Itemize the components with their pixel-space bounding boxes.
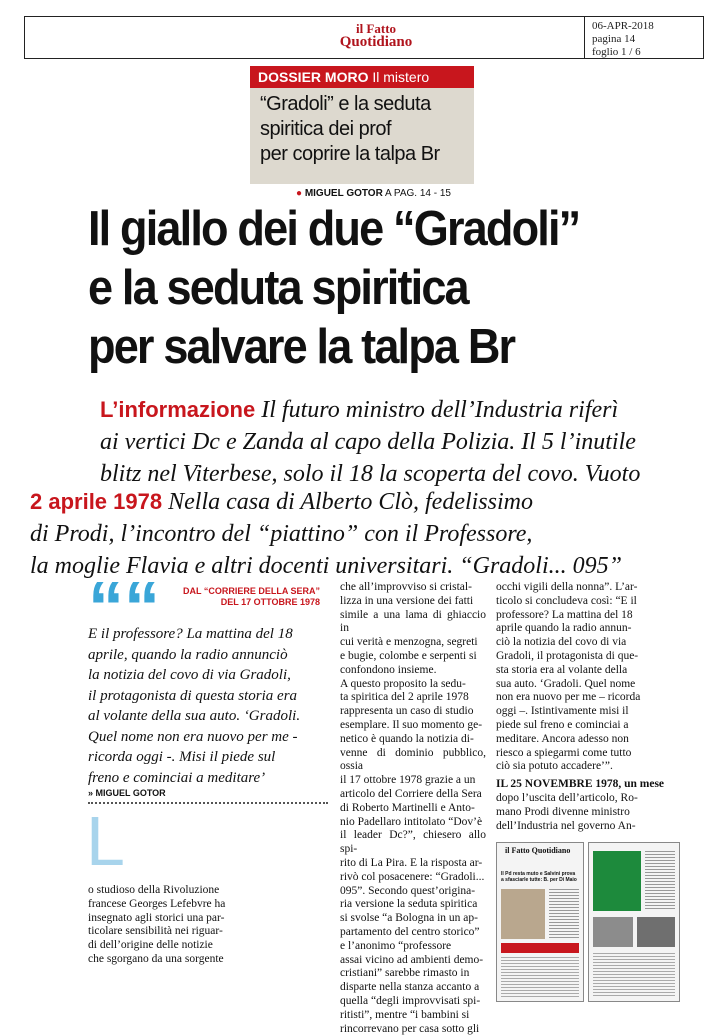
article-line: francese Georges Lefebvre ha [88,898,328,912]
deck-kicker: L’informazione [100,397,255,422]
front-page-thumbnail [496,842,584,1002]
deck-line: Nella casa di Alberto Clò, fedelissimo [162,489,533,515]
article-line: rito di La Pira. E la risposta ar- [340,857,486,871]
article-line: disparte nella stanza accanto a [340,981,486,995]
headline-line: e la seduta spiritica [88,259,640,318]
article-line: A questo proposito la sedu- [340,678,486,692]
article-line: quella “degli improvvisati spi- [340,995,486,1009]
quote-source [180,586,320,608]
article-line: articolo del Corriere della Sera [340,788,486,802]
main-headline [88,200,640,377]
article-line: Gradoli, il protagonista di que- [496,650,686,664]
thumb-red-bar [501,943,579,953]
article-line: dell’Industria nel governo An- [496,820,686,834]
article-line: ticolare sensibilità nei riguar- [88,925,328,939]
deck-line: di Prodi, l’incontro del “piattino” con il Professore, [30,518,710,550]
article-line: ria versione la seduta spiritica [340,898,486,912]
dossier-label-bold: DOSSIER MORO [258,69,368,85]
article-line: si svolse “a Bologna in un ap- [340,912,486,926]
article-line: rivò col posacenere: “Gradoli... [340,871,486,885]
logo-line-2: Quotidiano [336,35,416,50]
thumb-columns [501,957,579,997]
article-line: che sgorgano da una sorgente [88,953,328,967]
article-column-2 [340,581,486,1036]
quote-line: ricorda oggi -. Misi il piede sul [88,747,328,768]
header-left-border [24,16,25,59]
article-line: piede sul freno e cominciai a [496,719,686,733]
article-line: ritisti”, mentre “i bambini si [340,1009,486,1023]
article-line: sua auto. ‘Gradoli. Quel nome [496,678,686,692]
deck-informazione [100,394,700,490]
article-line: e l’anonimo “professore [340,940,486,954]
article-line: aprile quando la radio annun- [496,622,686,636]
thumb-text-block [549,889,579,939]
page-reference-pages: A PAG. 14 - 15 [383,188,451,199]
article-line: simile a una lama di ghiaccio in [340,609,486,637]
quote-source-line: DEL 17 OTTOBRE 1978 [180,597,320,608]
article-line: ticolo si concludeva così: “E il [496,595,686,609]
article-line: ciò la notizia del covo di via [496,636,686,650]
article-line: netico è quando la notizia di- [340,733,486,747]
dossier-title-line: per coprire la talpa Br [260,142,470,167]
thumb-photo [637,917,675,947]
article-line: partamento del centro storico” [340,926,486,940]
article-line: rappresenta un caso di studio [340,705,486,719]
dossier-title-line: “Gradoli” e la seduta [260,92,470,117]
article-line: oggi –. Istintivamente misi il [496,705,686,719]
article-line: ta spiritica del 2 aprile 1978 [340,691,486,705]
article-line: rincorrevano per casa sotto gli [340,1023,486,1036]
thumb-masthead: il Fatto Quotidiano [505,847,575,855]
article-line: o studioso della Rivoluzione [88,884,328,898]
article-line: che all’improvviso si cristal- [340,581,486,595]
logo-line-1: il Fatto [336,22,416,35]
header-bottom-border [24,58,704,59]
article-line: 095”. Secondo quest’origina- [340,885,486,899]
thumb-columns [593,953,675,997]
thumb-photo [593,917,633,947]
article-line: insegnato agli storici una par- [88,912,328,926]
newspaper-logo [336,22,416,56]
thumb-green-graphic [593,851,641,911]
thumb-photo [501,889,545,939]
arrow-bullet-icon: ● [296,188,302,199]
article-line: occhi vigili della nonna”. L’ar- [496,581,686,595]
page-reference [296,188,451,199]
article-line: non era nuovo per me – ricorda [496,691,686,705]
dossier-title [260,92,470,167]
quote-line: Quel nome non era nuovo per me - [88,727,328,748]
article-line: meditare. Ancora adesso non [496,733,686,747]
article-line: riesco a spiegarmi come tutto [496,747,686,761]
quote-marks-icon: ““ [88,578,160,638]
article-line: cui verità e menzogna, segreti [340,636,486,650]
article-line: di Roberto Martinelli e Anto- [340,802,486,816]
quote-line: il protagonista di questa storia era [88,686,328,707]
deck-line: ai vertici Dc e Zanda al capo della Polizia. Il 5 l’inutile [100,426,700,458]
article-line: di dell’origine delle notizie [88,939,328,953]
article-line: mano Prodi divenne ministro [496,806,686,820]
drop-cap: L [86,806,125,876]
deck-line: la moglie Flavia e altri docenti universitari. “Gradoli... 095” [30,550,710,582]
issue-date: 06-APR-2018 [592,20,654,32]
article-line: confondono insieme. [340,664,486,678]
dossier-label-rest: Il mistero [368,69,429,85]
article-line: venne di dominio pubblico, ossia [340,747,486,775]
page-number: pagina 14 [592,33,635,45]
article-column-3 [496,581,686,833]
quote-line: E il professore? La mattina del 18 [88,624,328,645]
article-line: dopo l’uscita dell’articolo, Ro- [496,792,686,806]
article-line: il leader Dc?”, chiesero allo spi- [340,829,486,857]
article-line: ciò sia potuto accadere’”. [496,760,686,774]
sheet-number: foglio 1 / 6 [592,46,641,58]
dossier-label [250,66,474,88]
quote-source-line: DAL “CORRIERE DELLA SERA” [180,586,320,597]
dossier-title-line: spiritica dei prof [260,117,470,142]
thumb-headline: Il Pd resta muto e Salvini prova a sfasciarle tutte: B. per Di Maio [501,871,579,883]
deck-line: Il futuro ministro dell’Industria riferì [255,397,618,423]
quote-byline: » MIGUEL GOTOR [88,788,166,798]
quote-line: al volante della sua auto. ‘Gradoli. [88,706,328,727]
article-line: sta storia era al volante della [496,664,686,678]
thumb-text-block [645,851,675,911]
inside-page-thumbnail [588,842,680,1002]
article-line: IL 25 NOVEMBRE 1978, un mese [496,778,686,792]
deck-kicker: 2 aprile 1978 [30,489,162,514]
pull-quote [88,624,328,788]
deck-line: blitz nel Viterbese, solo il 18 la scoperta del covo. Vuoto [100,458,700,490]
header-divider [584,16,585,59]
quote-line: la notizia del covo di via Gradoli, [88,665,328,686]
article-line: professore? La mattina del 18 [496,609,686,623]
article-line: il 17 ottobre 1978 grazie a un [340,774,486,788]
article-column-1 [88,884,328,967]
header-top-border [24,16,704,17]
page-reference-author: MIGUEL GOTOR [305,188,383,199]
header-right-border [703,16,704,59]
headline-line: Il giallo dei due “Gradoli” [88,200,640,259]
quote-line: aprile, quando la radio annunciò [88,645,328,666]
article-line: nio Padellaro intitolato “Dov’è [340,816,486,830]
article-line: assai vicino ad ambienti demo- [340,954,486,968]
article-line: cristiani” sarebbe rimasto in [340,967,486,981]
article-line: esemplare. Il suo momento ge- [340,719,486,733]
article-line: e bugie, colombe e serpenti si [340,650,486,664]
article-line: lizza in una versione dei fatti [340,595,486,609]
quote-line: freno e cominciai a meditare’ [88,768,328,789]
headline-line: per salvare la talpa Br [88,318,640,377]
